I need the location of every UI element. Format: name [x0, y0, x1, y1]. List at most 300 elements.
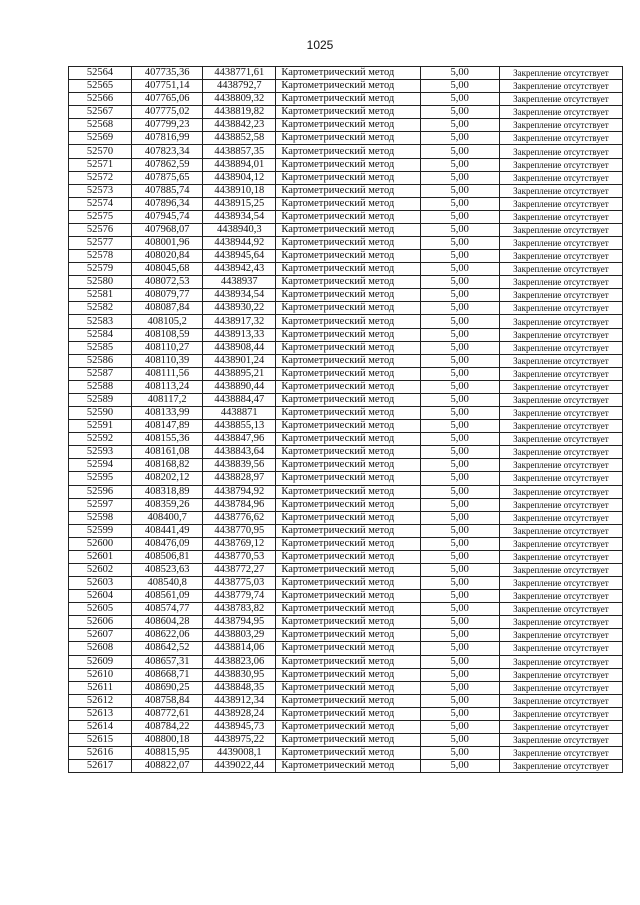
fixing-cell: Закрепление отсутствует: [499, 315, 622, 328]
method-cell: Картометрический метод: [276, 707, 420, 720]
y-coordinate-cell: 4438904,12: [203, 171, 276, 184]
fixing-cell: Закрепление отсутствует: [499, 524, 622, 537]
accuracy-cell: 5,00: [420, 93, 499, 106]
fixing-cell: Закрепление отсутствует: [499, 380, 622, 393]
fixing-cell: Закрепление отсутствует: [499, 263, 622, 276]
accuracy-cell: 5,00: [420, 354, 499, 367]
method-cell: Картометрический метод: [276, 720, 420, 733]
method-cell: Картометрический метод: [276, 197, 420, 210]
accuracy-cell: 5,00: [420, 563, 499, 576]
method-cell: Картометрический метод: [276, 80, 420, 93]
fixing-cell: Закрепление отсутствует: [499, 302, 622, 315]
fixing-cell: Закрепление отсутствует: [499, 747, 622, 760]
point-number-cell: 52613: [69, 707, 132, 720]
table-row: [69, 472, 623, 485]
x-coordinate-cell: 408113,24: [132, 380, 203, 393]
method-cell: Картометрический метод: [276, 563, 420, 576]
method-cell: Картометрический метод: [276, 263, 420, 276]
accuracy-cell: 5,00: [420, 197, 499, 210]
method-cell: Картометрический метод: [276, 380, 420, 393]
method-cell: Картометрический метод: [276, 681, 420, 694]
fixing-cell: Закрепление отсутствует: [499, 367, 622, 380]
fixing-cell: Закрепление отсутствует: [499, 550, 622, 563]
table-row: [69, 642, 623, 655]
x-coordinate-cell: 408202,12: [132, 472, 203, 485]
point-number-cell: 52603: [69, 577, 132, 590]
table-row: [69, 459, 623, 472]
fixing-cell: Закрепление отсутствует: [499, 707, 622, 720]
method-cell: Картометрический метод: [276, 289, 420, 302]
accuracy-cell: 5,00: [420, 67, 499, 80]
table-row: [69, 733, 623, 746]
method-cell: Картометрический метод: [276, 420, 420, 433]
method-cell: Картометрический метод: [276, 367, 420, 380]
table-row: [69, 145, 623, 158]
accuracy-cell: 5,00: [420, 720, 499, 733]
point-number-cell: 52566: [69, 93, 132, 106]
method-cell: Картометрический метод: [276, 106, 420, 119]
method-cell: Картометрический метод: [276, 577, 420, 590]
table-row: [69, 171, 623, 184]
accuracy-cell: 5,00: [420, 210, 499, 223]
method-cell: Картометрический метод: [276, 158, 420, 171]
table-row: [69, 420, 623, 433]
y-coordinate-cell: 4438814,06: [203, 642, 276, 655]
x-coordinate-cell: 407751,14: [132, 80, 203, 93]
table-row: [69, 263, 623, 276]
y-coordinate-cell: 4438975,22: [203, 733, 276, 746]
method-cell: Картометрический метод: [276, 433, 420, 446]
table-row: [69, 223, 623, 236]
method-cell: Картометрический метод: [276, 629, 420, 642]
fixing-cell: Закрепление отсутствует: [499, 472, 622, 485]
table-row: [69, 80, 623, 93]
point-number-cell: 52588: [69, 380, 132, 393]
method-cell: Картометрический метод: [276, 655, 420, 668]
fixing-cell: Закрепление отсутствует: [499, 420, 622, 433]
accuracy-cell: 5,00: [420, 132, 499, 145]
table-row: [69, 341, 623, 354]
y-coordinate-cell: 4438930,22: [203, 302, 276, 315]
fixing-cell: Закрепление отсутствует: [499, 145, 622, 158]
accuracy-cell: 5,00: [420, 733, 499, 746]
y-coordinate-cell: 4438770,95: [203, 524, 276, 537]
point-number-cell: 52595: [69, 472, 132, 485]
method-cell: Картометрический метод: [276, 210, 420, 223]
accuracy-cell: 5,00: [420, 302, 499, 315]
accuracy-cell: 5,00: [420, 498, 499, 511]
fixing-cell: Закрепление отсутствует: [499, 655, 622, 668]
y-coordinate-cell: 4438783,82: [203, 603, 276, 616]
method-cell: Картометрический метод: [276, 485, 420, 498]
x-coordinate-cell: 407765,06: [132, 93, 203, 106]
point-number-cell: 52583: [69, 315, 132, 328]
y-coordinate-cell: 4438940,3: [203, 223, 276, 236]
fixing-cell: Закрепление отсутствует: [499, 289, 622, 302]
fixing-cell: Закрепление отсутствует: [499, 223, 622, 236]
table-row: [69, 67, 623, 80]
point-number-cell: 52570: [69, 145, 132, 158]
fixing-cell: Закрепление отсутствует: [499, 197, 622, 210]
fixing-cell: Закрепление отсутствует: [499, 67, 622, 80]
method-cell: Картометрический метод: [276, 341, 420, 354]
table-row: [69, 276, 623, 289]
y-coordinate-cell: 4438839,56: [203, 459, 276, 472]
point-number-cell: 52612: [69, 694, 132, 707]
method-cell: Картометрический метод: [276, 524, 420, 537]
point-number-cell: 52571: [69, 158, 132, 171]
point-number-cell: 52601: [69, 550, 132, 563]
table-row: [69, 407, 623, 420]
method-cell: Картометрический метод: [276, 747, 420, 760]
coordinates-table-body: [69, 67, 623, 773]
table-row: [69, 93, 623, 106]
y-coordinate-cell: 4438928,24: [203, 707, 276, 720]
point-number-cell: 52604: [69, 590, 132, 603]
y-coordinate-cell: 4438937: [203, 276, 276, 289]
point-number-cell: 52591: [69, 420, 132, 433]
y-coordinate-cell: 4438890,44: [203, 380, 276, 393]
table-row: [69, 367, 623, 380]
accuracy-cell: 5,00: [420, 459, 499, 472]
point-number-cell: 52572: [69, 171, 132, 184]
table-row: [69, 485, 623, 498]
y-coordinate-cell: 4438913,33: [203, 328, 276, 341]
method-cell: Картометрический метод: [276, 302, 420, 315]
method-cell: Картометрический метод: [276, 498, 420, 511]
table-row: [69, 550, 623, 563]
method-cell: Картометрический метод: [276, 472, 420, 485]
accuracy-cell: 5,00: [420, 276, 499, 289]
x-coordinate-cell: 408574,77: [132, 603, 203, 616]
point-number-cell: 52589: [69, 393, 132, 406]
y-coordinate-cell: 4438794,95: [203, 616, 276, 629]
fixing-cell: Закрепление отсутствует: [499, 393, 622, 406]
y-coordinate-cell: 4438908,44: [203, 341, 276, 354]
x-coordinate-cell: 407862,59: [132, 158, 203, 171]
y-coordinate-cell: 4438784,96: [203, 498, 276, 511]
table-row: [69, 380, 623, 393]
x-coordinate-cell: 407875,65: [132, 171, 203, 184]
x-coordinate-cell: 408622,06: [132, 629, 203, 642]
x-coordinate-cell: 408133,99: [132, 407, 203, 420]
method-cell: Картометрический метод: [276, 694, 420, 707]
fixing-cell: Закрепление отсутствует: [499, 276, 622, 289]
x-coordinate-cell: 408111,56: [132, 367, 203, 380]
point-number-cell: 52593: [69, 446, 132, 459]
y-coordinate-cell: 4438901,24: [203, 354, 276, 367]
accuracy-cell: 5,00: [420, 707, 499, 720]
point-number-cell: 52597: [69, 498, 132, 511]
x-coordinate-cell: 407799,23: [132, 119, 203, 132]
fixing-cell: Закрепление отсутствует: [499, 341, 622, 354]
point-number-cell: 52576: [69, 223, 132, 236]
accuracy-cell: 5,00: [420, 289, 499, 302]
table-row: [69, 694, 623, 707]
accuracy-cell: 5,00: [420, 106, 499, 119]
table-row: [69, 629, 623, 642]
fixing-cell: Закрепление отсутствует: [499, 446, 622, 459]
accuracy-cell: 5,00: [420, 145, 499, 158]
method-cell: Картометрический метод: [276, 642, 420, 655]
fixing-cell: Закрепление отсутствует: [499, 537, 622, 550]
fixing-cell: Закрепление отсутствует: [499, 498, 622, 511]
point-number-cell: 52606: [69, 616, 132, 629]
y-coordinate-cell: 4438944,92: [203, 237, 276, 250]
accuracy-cell: 5,00: [420, 629, 499, 642]
fixing-cell: Закрепление отсутствует: [499, 433, 622, 446]
point-number-cell: 52605: [69, 603, 132, 616]
fixing-cell: Закрепление отсутствует: [499, 616, 622, 629]
y-coordinate-cell: 4438894,01: [203, 158, 276, 171]
x-coordinate-cell: 407735,36: [132, 67, 203, 80]
point-number-cell: 52602: [69, 563, 132, 576]
x-coordinate-cell: 407896,34: [132, 197, 203, 210]
point-number-cell: 52607: [69, 629, 132, 642]
accuracy-cell: 5,00: [420, 485, 499, 498]
fixing-cell: Закрепление отсутствует: [499, 668, 622, 681]
table-row: [69, 590, 623, 603]
x-coordinate-cell: 408400,7: [132, 511, 203, 524]
accuracy-cell: 5,00: [420, 511, 499, 524]
method-cell: Картометрический метод: [276, 733, 420, 746]
method-cell: Картометрический метод: [276, 760, 420, 773]
point-number-cell: 52577: [69, 237, 132, 250]
point-number-cell: 52580: [69, 276, 132, 289]
x-coordinate-cell: 408758,84: [132, 694, 203, 707]
x-coordinate-cell: 408800,18: [132, 733, 203, 746]
x-coordinate-cell: 408155,36: [132, 433, 203, 446]
method-cell: Картометрический метод: [276, 590, 420, 603]
method-cell: Картометрический метод: [276, 93, 420, 106]
x-coordinate-cell: 408506,81: [132, 550, 203, 563]
x-coordinate-cell: 408318,89: [132, 485, 203, 498]
x-coordinate-cell: 408668,71: [132, 668, 203, 681]
table-row: [69, 498, 623, 511]
y-coordinate-cell: 4438855,13: [203, 420, 276, 433]
fixing-cell: Закрепление отсутствует: [499, 642, 622, 655]
fixing-cell: Закрепление отсутствует: [499, 681, 622, 694]
fixing-cell: Закрепление отсутствует: [499, 158, 622, 171]
point-number-cell: 52600: [69, 537, 132, 550]
method-cell: Картометрический метод: [276, 276, 420, 289]
table-row: [69, 393, 623, 406]
method-cell: Картометрический метод: [276, 459, 420, 472]
table-row: [69, 720, 623, 733]
method-cell: Картометрический метод: [276, 668, 420, 681]
x-coordinate-cell: 407775,02: [132, 106, 203, 119]
fixing-cell: Закрепление отсутствует: [499, 171, 622, 184]
y-coordinate-cell: 4438942,43: [203, 263, 276, 276]
point-number-cell: 52573: [69, 184, 132, 197]
x-coordinate-cell: 408772,61: [132, 707, 203, 720]
table-row: [69, 328, 623, 341]
accuracy-cell: 5,00: [420, 393, 499, 406]
accuracy-cell: 5,00: [420, 550, 499, 563]
point-number-cell: 52590: [69, 407, 132, 420]
method-cell: Картометрический метод: [276, 537, 420, 550]
x-coordinate-cell: 408087,84: [132, 302, 203, 315]
y-coordinate-cell: 4438843,64: [203, 446, 276, 459]
fixing-cell: Закрепление отсутствует: [499, 250, 622, 263]
x-coordinate-cell: 408657,31: [132, 655, 203, 668]
y-coordinate-cell: 4438871: [203, 407, 276, 420]
x-coordinate-cell: 408110,27: [132, 341, 203, 354]
method-cell: Картометрический метод: [276, 250, 420, 263]
accuracy-cell: 5,00: [420, 537, 499, 550]
point-number-cell: 52614: [69, 720, 132, 733]
y-coordinate-cell: 4438847,96: [203, 433, 276, 446]
accuracy-cell: 5,00: [420, 472, 499, 485]
x-coordinate-cell: 408476,09: [132, 537, 203, 550]
x-coordinate-cell: 408117,2: [132, 393, 203, 406]
point-number-cell: 52596: [69, 485, 132, 498]
point-number-cell: 52617: [69, 760, 132, 773]
point-number-cell: 52598: [69, 511, 132, 524]
point-number-cell: 52608: [69, 642, 132, 655]
table-row: [69, 511, 623, 524]
y-coordinate-cell: 4438819,82: [203, 106, 276, 119]
y-coordinate-cell: 4438857,35: [203, 145, 276, 158]
fixing-cell: Закрепление отсутствует: [499, 328, 622, 341]
point-number-cell: 52594: [69, 459, 132, 472]
fixing-cell: Закрепление отсутствует: [499, 563, 622, 576]
y-coordinate-cell: 4438852,58: [203, 132, 276, 145]
accuracy-cell: 5,00: [420, 263, 499, 276]
x-coordinate-cell: 408784,22: [132, 720, 203, 733]
method-cell: Картометрический метод: [276, 67, 420, 80]
table-row: [69, 681, 623, 694]
fixing-cell: Закрепление отсутствует: [499, 577, 622, 590]
x-coordinate-cell: 408108,59: [132, 328, 203, 341]
accuracy-cell: 5,00: [420, 681, 499, 694]
accuracy-cell: 5,00: [420, 315, 499, 328]
table-row: [69, 197, 623, 210]
point-number-cell: 52568: [69, 119, 132, 132]
accuracy-cell: 5,00: [420, 760, 499, 773]
accuracy-cell: 5,00: [420, 367, 499, 380]
x-coordinate-cell: 408105,2: [132, 315, 203, 328]
x-coordinate-cell: 408642,52: [132, 642, 203, 655]
table-row: [69, 616, 623, 629]
method-cell: Картометрический метод: [276, 184, 420, 197]
y-coordinate-cell: 4438848,35: [203, 681, 276, 694]
x-coordinate-cell: 408690,25: [132, 681, 203, 694]
table-row: [69, 237, 623, 250]
x-coordinate-cell: 408523,63: [132, 563, 203, 576]
y-coordinate-cell: 4438772,27: [203, 563, 276, 576]
y-coordinate-cell: 4438771,61: [203, 67, 276, 80]
fixing-cell: Закрепление отсутствует: [499, 80, 622, 93]
point-number-cell: 52579: [69, 263, 132, 276]
method-cell: Картометрический метод: [276, 393, 420, 406]
y-coordinate-cell: 4438934,54: [203, 289, 276, 302]
table-row: [69, 603, 623, 616]
method-cell: Картометрический метод: [276, 446, 420, 459]
point-number-cell: 52615: [69, 733, 132, 746]
fixing-cell: Закрепление отсутствует: [499, 184, 622, 197]
method-cell: Картометрический метод: [276, 145, 420, 158]
accuracy-cell: 5,00: [420, 158, 499, 171]
table-row: [69, 747, 623, 760]
fixing-cell: Закрепление отсутствует: [499, 237, 622, 250]
accuracy-cell: 5,00: [420, 380, 499, 393]
fixing-cell: Закрепление отсутствует: [499, 132, 622, 145]
x-coordinate-cell: 408540,8: [132, 577, 203, 590]
point-number-cell: 52565: [69, 80, 132, 93]
accuracy-cell: 5,00: [420, 250, 499, 263]
method-cell: Картометрический метод: [276, 237, 420, 250]
method-cell: Картометрический метод: [276, 315, 420, 328]
table-row: [69, 524, 623, 537]
table-row: [69, 250, 623, 263]
accuracy-cell: 5,00: [420, 80, 499, 93]
accuracy-cell: 5,00: [420, 668, 499, 681]
x-coordinate-cell: 407816,99: [132, 132, 203, 145]
y-coordinate-cell: 4438884,47: [203, 393, 276, 406]
table-row: [69, 655, 623, 668]
y-coordinate-cell: 4438803,29: [203, 629, 276, 642]
point-number-cell: 52586: [69, 354, 132, 367]
table-row: [69, 184, 623, 197]
table-row: [69, 446, 623, 459]
table-row: [69, 158, 623, 171]
point-number-cell: 52616: [69, 747, 132, 760]
x-coordinate-cell: 408001,96: [132, 237, 203, 250]
method-cell: Картометрический метод: [276, 603, 420, 616]
y-coordinate-cell: 4439022,44: [203, 760, 276, 773]
accuracy-cell: 5,00: [420, 747, 499, 760]
method-cell: Картометрический метод: [276, 119, 420, 132]
fixing-cell: Закрепление отсутствует: [499, 407, 622, 420]
y-coordinate-cell: 4438912,34: [203, 694, 276, 707]
fixing-cell: Закрепление отсутствует: [499, 210, 622, 223]
point-number-cell: 52581: [69, 289, 132, 302]
table-row: [69, 106, 623, 119]
y-coordinate-cell: 4438910,18: [203, 184, 276, 197]
accuracy-cell: 5,00: [420, 223, 499, 236]
y-coordinate-cell: 4438769,12: [203, 537, 276, 550]
x-coordinate-cell: 408045,68: [132, 263, 203, 276]
fixing-cell: Закрепление отсутствует: [499, 459, 622, 472]
fixing-cell: Закрепление отсутствует: [499, 93, 622, 106]
fixing-cell: Закрепление отсутствует: [499, 119, 622, 132]
y-coordinate-cell: 4438945,64: [203, 250, 276, 263]
point-number-cell: 52578: [69, 250, 132, 263]
method-cell: Картометрический метод: [276, 354, 420, 367]
y-coordinate-cell: 4438794,92: [203, 485, 276, 498]
point-number-cell: 52592: [69, 433, 132, 446]
y-coordinate-cell: 4438945,73: [203, 720, 276, 733]
accuracy-cell: 5,00: [420, 237, 499, 250]
accuracy-cell: 5,00: [420, 420, 499, 433]
point-number-cell: 52609: [69, 655, 132, 668]
point-number-cell: 52610: [69, 668, 132, 681]
x-coordinate-cell: 408815,95: [132, 747, 203, 760]
page-number: 1025: [306, 38, 334, 52]
x-coordinate-cell: 408147,89: [132, 420, 203, 433]
accuracy-cell: 5,00: [420, 433, 499, 446]
y-coordinate-cell: 4438770,53: [203, 550, 276, 563]
accuracy-cell: 5,00: [420, 603, 499, 616]
table-row: [69, 132, 623, 145]
y-coordinate-cell: 4438823,06: [203, 655, 276, 668]
y-coordinate-cell: 4438915,25: [203, 197, 276, 210]
table-row: [69, 210, 623, 223]
y-coordinate-cell: 4438792,7: [203, 80, 276, 93]
table-row: [69, 537, 623, 550]
y-coordinate-cell: 4438842,23: [203, 119, 276, 132]
